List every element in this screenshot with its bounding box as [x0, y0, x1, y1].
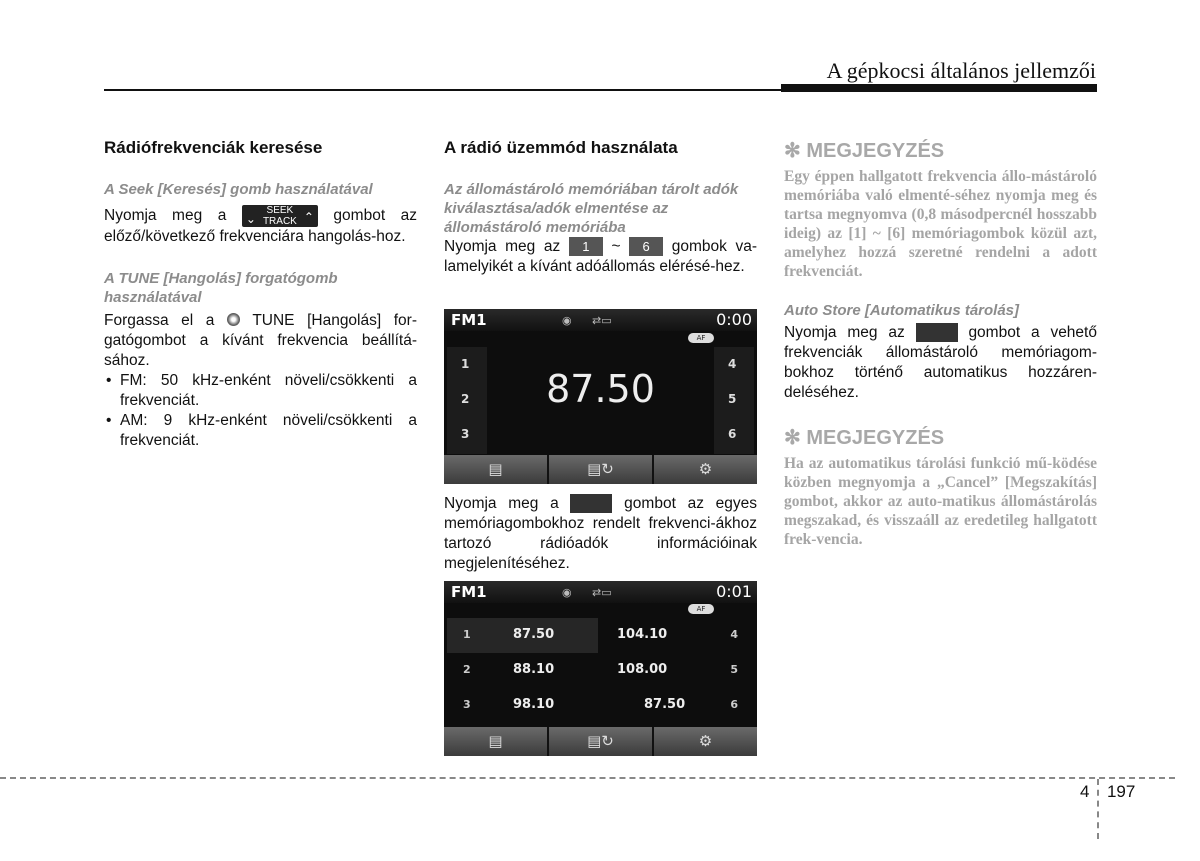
clock: 0:00 — [716, 310, 752, 329]
radio-list-key-icon — [570, 494, 612, 513]
column-2 — [444, 138, 757, 277]
seek-key-label: SEEK — [266, 205, 294, 216]
note-text: Egy éppen hallgatott frekvencia állo-mástároló memóriába való elmenté-séhez nyomja meg és tartsa megnyomva (0,8 másodpercnél hosszabb ideig) az [1] ~ [6] memóriagombok közül azt, amelyhez hozzá szeretné rendelni a adott frekvenciát. — [784, 168, 1097, 280]
preset-4[interactable]: 4 — [728, 357, 737, 371]
af-badge: AF — [688, 333, 714, 343]
running-header-title: A gépkocsi általános jellemzői — [826, 58, 1096, 83]
radio-list-icon[interactable]: ▤ — [444, 455, 549, 484]
chapter-number: 4 — [1080, 782, 1090, 801]
note-text: Ha az automatikus tárolási funkció mű-ködése közben megnyomja a „Cancel” [Megszakítás] gombot, akkor az auto-matikus állomástárolás megszakad, és visszaáll az eredetileg hallgatott frek-vencia. — [784, 455, 1097, 548]
screen-status-bar — [444, 309, 757, 331]
preset-number: 3 — [463, 698, 471, 711]
column-1 — [104, 138, 417, 451]
tune-knob-icon — [227, 313, 240, 326]
note-title: ✻ MEGJEGYZÉS — [784, 140, 945, 162]
tune-paragraph — [104, 311, 417, 371]
list-item[interactable] — [603, 653, 754, 688]
autostore-text-2: gombot a vehető frekvenciák állomástároló memóriagom-bokhoz történő automatikus hozzáren-deléséhez. — [784, 324, 1097, 401]
screen-bottom-bar — [444, 727, 757, 756]
preset-number: 1 — [463, 628, 471, 641]
column-3 — [784, 138, 1097, 549]
preset-number: 4 — [730, 628, 738, 641]
preset-6[interactable]: 6 — [728, 427, 737, 441]
preset-number: 2 — [463, 663, 471, 676]
preset-frequency: 87.50 — [513, 627, 555, 642]
range-tilde: ~ — [611, 238, 621, 255]
list-item[interactable] — [603, 618, 754, 653]
preset-frequency: 108.00 — [617, 662, 668, 677]
settings-gear-icon[interactable]: ⚙ — [654, 727, 757, 756]
page-number — [1080, 782, 1135, 802]
clock: 0:01 — [716, 582, 752, 601]
subheading-tune: A TUNE [Hangolás] forgatógomb használatával — [104, 270, 338, 306]
preset-3[interactable]: 3 — [461, 427, 470, 441]
track-key-label: TRACK — [262, 216, 297, 227]
right-preset-column — [714, 347, 754, 454]
section-heading: Rádiófrekvenciák keresése — [104, 138, 323, 157]
list-item[interactable] — [447, 688, 598, 723]
list-item[interactable] — [447, 653, 598, 688]
preset-list — [444, 618, 757, 724]
footer-dashed-rule — [0, 777, 1175, 779]
usb-icon: ⇄▭ — [592, 586, 612, 599]
subheading-seek: A Seek [Keresés] gomb használatával — [104, 181, 373, 198]
radio-list-icon[interactable]: ▤ — [444, 727, 549, 756]
current-frequency: 87.50 — [546, 367, 655, 411]
band-label: FM1 — [451, 583, 487, 601]
memory-text-2: gombok va-lamelyikét a kívánt adóállomás elérésé-hez. — [444, 238, 758, 275]
preset-2[interactable]: 2 — [461, 392, 470, 406]
autostore-key-icon — [916, 323, 958, 342]
tune-text-1: Forgassa el a — [104, 312, 215, 329]
chevron-up-icon: ⌃ — [303, 210, 314, 224]
memory-paragraph — [444, 237, 757, 277]
page-number-value: 197 — [1106, 782, 1136, 801]
settings-gear-icon[interactable]: ⚙ — [654, 455, 757, 484]
header-rule — [104, 89, 1097, 91]
tune-text-2: TUNE [Hangolás] for-gatógombot a kívánt frekvencia beállítá-sához. — [104, 312, 417, 369]
preset-1[interactable]: 1 — [461, 357, 470, 371]
autostore-text-1: Nyomja meg az — [784, 324, 905, 341]
radio-autostore-icon[interactable]: ▤↻ — [549, 727, 654, 756]
disc-icon: ◉ — [562, 586, 572, 599]
screen-status-bar — [444, 581, 757, 603]
radio-screen-main — [444, 309, 757, 484]
seek-track-key — [242, 205, 318, 227]
seek-text-2: gombot az előző/következő frekvenciára hangolás-hoz. — [104, 207, 418, 245]
frequency-step-list — [104, 371, 417, 451]
memory-text-1: Nyomja meg az — [444, 238, 561, 255]
radio-autostore-icon[interactable]: ▤↻ — [549, 455, 654, 484]
preset-key-1: 1 — [569, 237, 603, 256]
list-text-2: gombot az egyes memóriagombokhoz rendelt frekvenci-ákhoz tartozó rádióadók információinak megjelenítéséhez. — [444, 495, 758, 572]
band-label: FM1 — [451, 311, 487, 329]
seek-text-1: Nyomja meg a — [104, 207, 227, 225]
list-item[interactable] — [603, 688, 754, 723]
preset-frequency: 98.10 — [513, 697, 555, 712]
autostore-paragraph — [784, 323, 1097, 403]
note-title: ✻ MEGJEGYZÉS — [784, 427, 945, 449]
section-heading: A rádió üzemmód használata — [444, 138, 678, 157]
preset-5[interactable]: 5 — [728, 392, 737, 406]
list-text-1: Nyomja meg a — [444, 495, 559, 512]
preset-frequency: 88.10 — [513, 662, 555, 677]
screen-bottom-bar — [444, 455, 757, 484]
chevron-down-icon: ⌄ — [245, 212, 256, 226]
radio-screen-list — [444, 581, 757, 756]
preset-frequency: 87.50 — [644, 697, 686, 712]
usb-icon: ⇄▭ — [592, 314, 612, 327]
preset-number: 5 — [730, 663, 738, 676]
subheading-memory: Az állomástároló memóriában tárolt adók kiválasztása/adók elmentése az állomástároló memóriába — [444, 181, 739, 236]
list-paragraph — [444, 494, 757, 574]
list-item: • AM: 9 kHz-enként növeli/csökkenti a frekvenciát. — [104, 411, 417, 451]
preset-number: 6 — [730, 698, 738, 711]
disc-icon: ◉ — [562, 314, 572, 327]
preset-key-6: 6 — [629, 237, 663, 256]
preset-frequency: 104.10 — [617, 627, 668, 642]
seek-paragraph — [104, 205, 417, 247]
list-item[interactable] — [447, 618, 598, 653]
subheading-autostore: Auto Store [Automatikus tárolás] — [784, 302, 1020, 319]
list-item: • FM: 50 kHz-enként növeli/csökkenti a frekvenciát. — [104, 371, 417, 411]
af-badge: AF — [688, 604, 714, 614]
